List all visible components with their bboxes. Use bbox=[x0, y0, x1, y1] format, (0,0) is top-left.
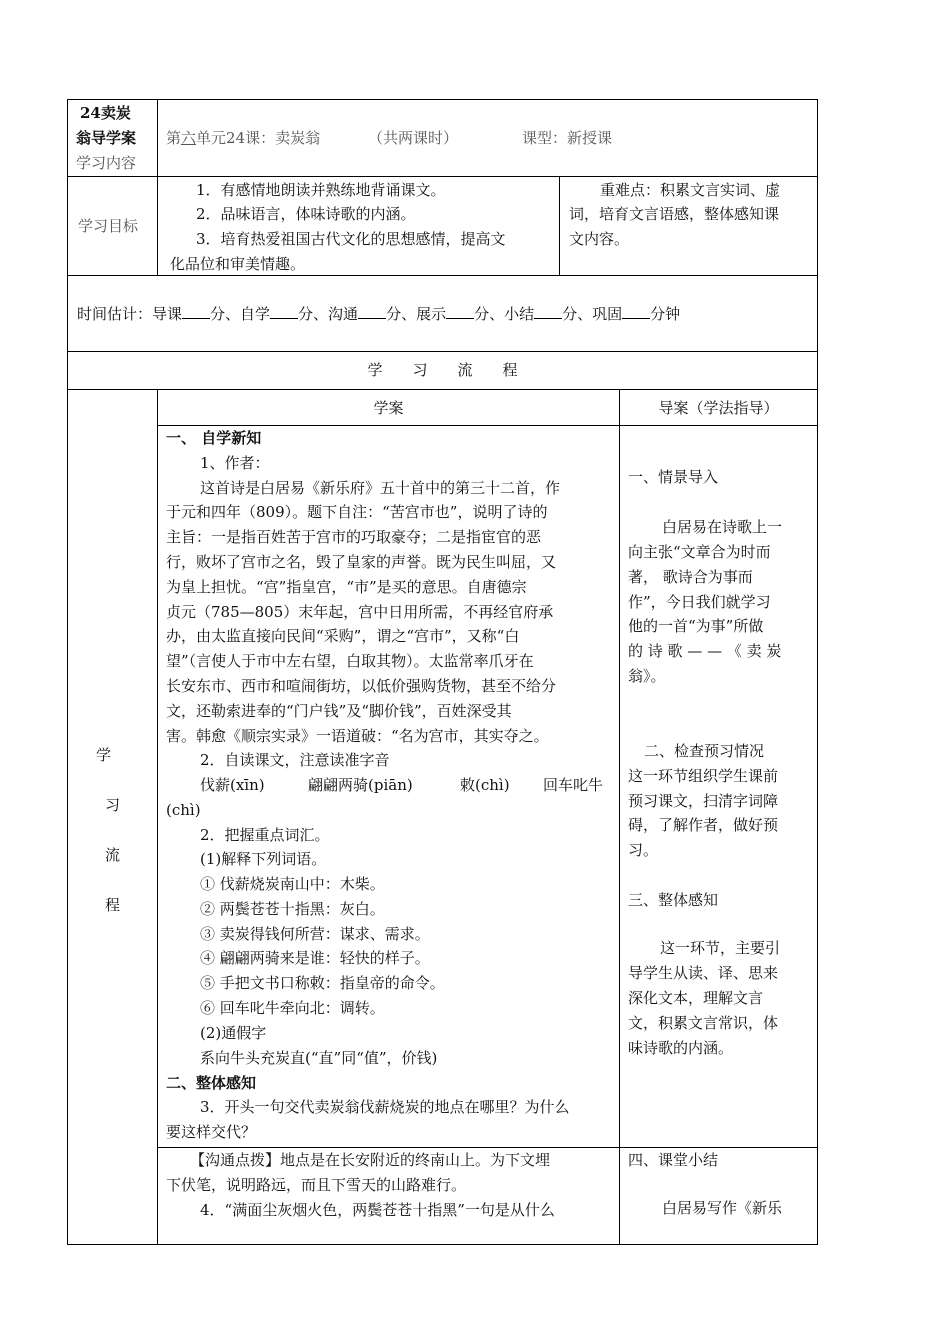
side-label-3: 流 bbox=[105, 846, 121, 864]
author-para-9: 长安东市、西市和喧闹街坊，以低价强购货物，甚至不给分 bbox=[166, 677, 557, 695]
study-header: 学案 bbox=[373, 399, 404, 417]
read-title: 2．自读课文，注意读准字音 bbox=[200, 751, 390, 769]
vocab-5: ⑤ 手把文书口称敕：指皇帝的命令。 bbox=[200, 974, 445, 992]
objective-4: 化品位和审美情趣。 bbox=[170, 255, 306, 273]
pron-3: 敕(chì) bbox=[460, 776, 510, 794]
question-4: 4．“满面尘灰烟火色，两鬓苍苍十指黑”一句是从什么 bbox=[200, 1201, 555, 1219]
vocab-2: ② 两鬓苍苍十指黑：灰白。 bbox=[200, 900, 385, 918]
objective-3: 3．培育热爱祖国古代文化的思想感情，提高文 bbox=[196, 230, 506, 248]
vocab-1: ① 伐薪烧炭南山中：木柴。 bbox=[200, 875, 385, 893]
author-para-2: 于元和四年（809）。题下自注：“苦宫市也”，说明了诗的 bbox=[166, 503, 548, 521]
guide-2-line2: 预习课文，扫清字词障 bbox=[628, 792, 779, 810]
guide-2-title: 二、检查预习情况 bbox=[644, 742, 765, 760]
guide-1-line2: 向主张“文章合为时而 bbox=[628, 543, 771, 561]
author-para-3: 主旨：一是指百姓苦于宫市的巧取豪夺；二是指宦官的恶 bbox=[166, 528, 542, 546]
author-para-1: 这首诗是白居易《新乐府》五十首中的第三十二首，作 bbox=[200, 479, 561, 497]
periods: （共两课时） bbox=[368, 129, 459, 147]
vocab-title: 2．把握重点词汇。 bbox=[200, 826, 330, 844]
vocab-sub: (1)解释下列词语。 bbox=[200, 850, 327, 868]
side-label-4: 程 bbox=[105, 896, 121, 914]
tongjia: 系向牛头充炭直(“直”同“值”，价钱) bbox=[200, 1049, 438, 1067]
objectives-label: 学习目标 bbox=[78, 217, 139, 235]
question-3-line1: 3．开头一句交代卖炭翁伐薪烧炭的地点在哪里？为什么 bbox=[200, 1098, 570, 1116]
pron-1: 伐薪(xīn) bbox=[200, 776, 265, 794]
guide-1-line6: 的 诗 歌 — — 《 卖 炭 bbox=[628, 642, 782, 660]
objective-1: 1．有感情地朗读并熟练地背诵课文。 bbox=[196, 181, 446, 199]
guide-1-line5: 他的一首“为事”所做 bbox=[628, 617, 764, 635]
tongjia-title: (2)通假字 bbox=[200, 1024, 267, 1042]
keypoints-1: 重难点：积累文言实词、虚 bbox=[600, 181, 781, 199]
guide-header: 导案（学法指导） bbox=[658, 399, 779, 417]
guide-1-line4: 作”，今日我们就学习 bbox=[628, 593, 771, 611]
doc-title-line3: 学习内容 bbox=[76, 154, 137, 172]
guide-2-line1: 这一环节组织学生课前 bbox=[628, 767, 779, 785]
guide-3-line3: 深化文本，理解文言 bbox=[628, 989, 764, 1007]
unit-info: 第六单元24课：卖炭翁 bbox=[166, 129, 321, 147]
author-label: 1、作者： bbox=[200, 454, 270, 472]
author-para-6: 贞元（785—805）末年起，宫中日用所需，不再经官府承 bbox=[166, 603, 554, 621]
guide-3-line4: 文，积累文言常识，体 bbox=[628, 1014, 779, 1032]
guide-1-line3: 著， 歌诗合为事而 bbox=[628, 568, 753, 586]
side-label-2: 习 bbox=[105, 796, 121, 814]
guide-1-line7: 翁》。 bbox=[628, 667, 666, 685]
guide-4-title: 四、课堂小结 bbox=[628, 1151, 719, 1169]
guide-2-line3: 碍，了解作者，做好预 bbox=[628, 816, 779, 834]
author-para-10: 文，还勒索进奉的“门户钱”及“脚价钱”，百姓深受其 bbox=[166, 702, 512, 720]
doc-title-line2: 翁导学案 bbox=[76, 129, 137, 147]
vocab-3: ③ 卖炭得钱何所营：谋求、需求。 bbox=[200, 925, 430, 943]
flow-title: 学 习 流 程 bbox=[367, 361, 518, 379]
side-label-1: 学 bbox=[96, 746, 112, 764]
guide-3-line5: 味诗歌的内涵。 bbox=[628, 1039, 734, 1057]
vocab-6: ⑥ 回车叱牛牵向北：调转。 bbox=[200, 999, 385, 1017]
author-para-7: 办，由太监直接向民间“采购”，谓之“宫市”，又称“白 bbox=[166, 627, 520, 645]
vocab-4: ④ 翩翩两骑来是谁：轻快的样子。 bbox=[200, 949, 430, 967]
author-para-8: 望”（言使人于市中左右望，白取其物）。太监常率爪牙在 bbox=[166, 652, 534, 670]
pron-tail: (chì) bbox=[166, 801, 201, 819]
guide-1-title: 一、情景导入 bbox=[628, 468, 719, 486]
guide-4-line1: 白居易写作《新乐 bbox=[662, 1199, 783, 1217]
objective-2: 2．品味语言，体味诗歌的内涵。 bbox=[196, 205, 416, 223]
tip-line1: 【沟通点拨】地点是在长安附近的终南山上。为下文埋 bbox=[190, 1151, 551, 1169]
section-1-title: 一、 自学新知 bbox=[166, 429, 262, 447]
guide-3-line1: 这一环节，主要引 bbox=[660, 939, 781, 957]
pron-2: 翩翩两骑(piān) bbox=[308, 776, 413, 794]
question-3-line2: 要这样交代？ bbox=[166, 1123, 257, 1141]
lesson-type: 课型：新授课 bbox=[522, 129, 613, 147]
guide-1-line1: 白居易在诗歌上一 bbox=[662, 518, 783, 536]
pron-4: 回车叱牛 bbox=[543, 776, 604, 794]
guide-2-line4: 习。 bbox=[628, 841, 659, 859]
author-para-4: 行，败坏了宫市之名，毁了皇家的声誉。既为民生叫屈，又 bbox=[166, 553, 557, 571]
keypoints-2: 词，培育文言语感，整体感知课 bbox=[569, 205, 780, 223]
time-estimate: 时间估计：导课 分、自学 分、沟通 分、展示 分、小结 分、巩固 分钟 bbox=[77, 305, 681, 323]
author-para-5: 为皇上担忧。“宫”指皇宫，“市”是买的意思。自唐德宗 bbox=[166, 578, 527, 596]
keypoints-3: 文内容。 bbox=[569, 230, 630, 248]
tip-line2: 下伏笔，说明路远，而且下雪天的山路难行。 bbox=[166, 1176, 467, 1194]
doc-title-line1: 24卖炭 bbox=[80, 104, 131, 122]
guide-3-title: 三、整体感知 bbox=[628, 891, 719, 909]
section-2-title: 二、整体感知 bbox=[166, 1074, 257, 1092]
guide-3-line2: 导学生从读、译、思来 bbox=[628, 964, 779, 982]
author-para-11: 害。韩愈《顺宗实录》一语道破：“名为宫市，其实夺之。 bbox=[166, 727, 549, 745]
